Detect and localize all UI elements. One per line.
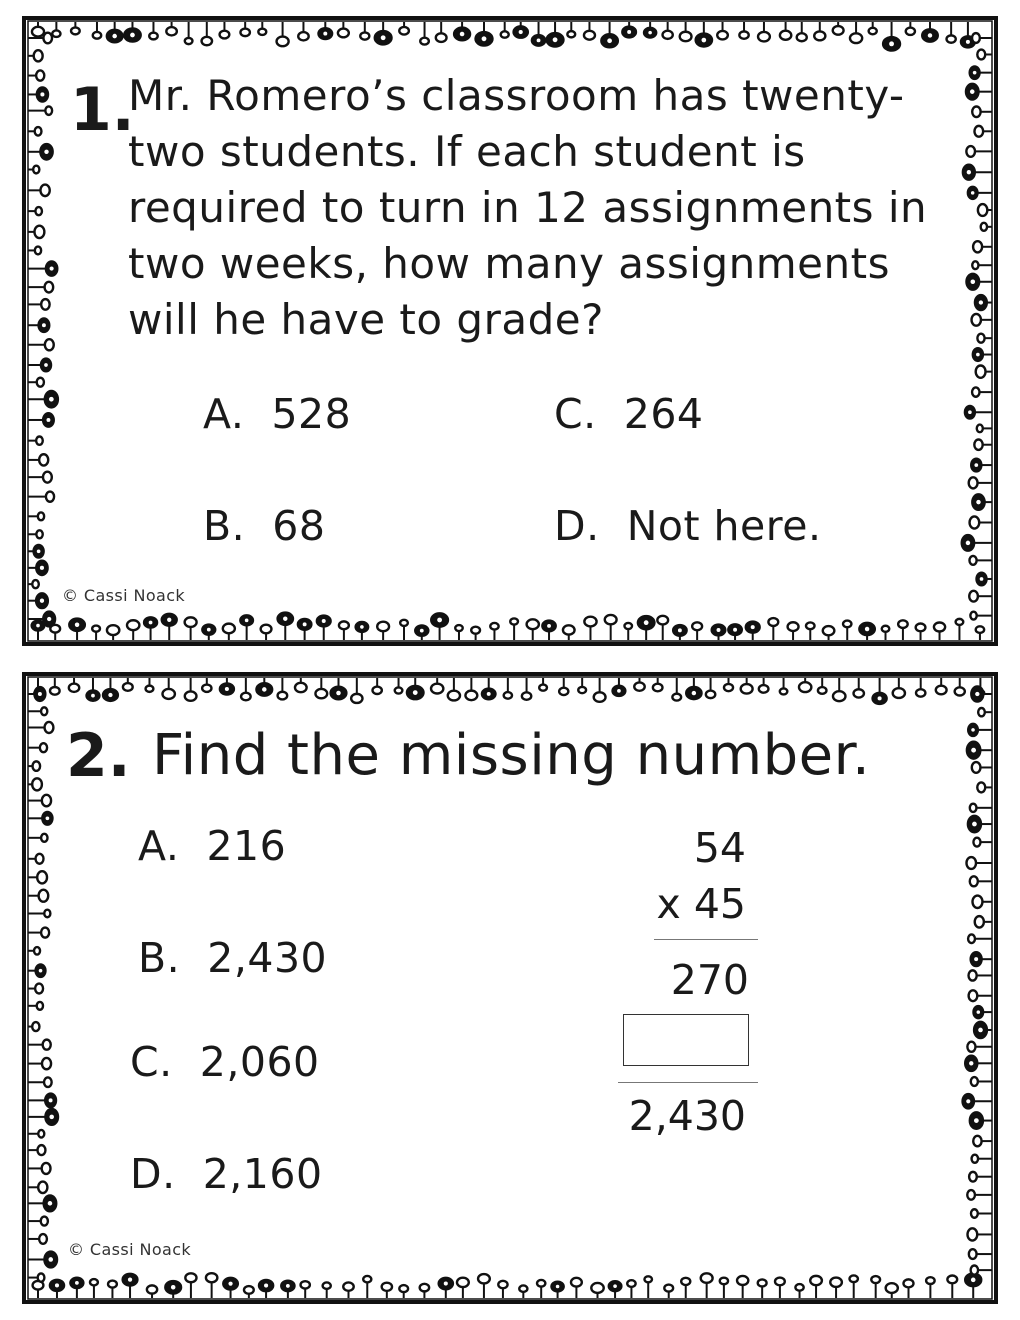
product-rule-2	[618, 1082, 758, 1083]
choice-value: 68	[272, 502, 326, 550]
copyright-notice: © Cassi Noack	[62, 586, 186, 605]
choice-d[interactable]	[554, 502, 821, 550]
choice-c[interactable]	[130, 1038, 320, 1086]
choice-value: 2,430	[207, 934, 328, 982]
choice-letter: C.	[130, 1038, 173, 1086]
choice-letter: B.	[138, 934, 181, 982]
question-text: Mr. Romero’s classroom has twenty-two students. If each student is required to turn in 12 assignments in two weeks, how many assignments will he have to grade?	[128, 71, 928, 344]
question-text: Find the missing number.	[152, 723, 871, 788]
choice-letter: A.	[203, 390, 245, 438]
choice-a[interactable]	[138, 822, 286, 870]
question-number: 1.	[70, 75, 135, 145]
question-card-2	[18, 668, 1002, 1308]
multiplier: x 45	[656, 880, 746, 928]
choice-value: 264	[623, 390, 704, 438]
choice-value: Not here.	[626, 502, 822, 550]
choice-value: 528	[271, 390, 352, 438]
final-product: 2,430	[628, 1092, 746, 1140]
choice-value: 2,060	[199, 1038, 320, 1086]
choice-b[interactable]	[203, 502, 325, 550]
choice-value: 2,160	[202, 1150, 323, 1198]
choice-letter: C.	[554, 390, 597, 438]
product-rule-1	[654, 939, 758, 940]
missing-number-box[interactable]	[623, 1014, 749, 1066]
choice-a[interactable]	[203, 390, 351, 438]
choice-c[interactable]	[554, 390, 704, 438]
copyright-notice: © Cassi Noack	[68, 1240, 192, 1259]
partial-product: 270	[670, 956, 749, 1004]
choice-letter: D.	[130, 1150, 176, 1198]
choice-d[interactable]	[130, 1150, 323, 1198]
question-card-1	[18, 12, 1002, 650]
multiplicand: 54	[693, 824, 746, 872]
choice-letter: D.	[554, 502, 600, 550]
choice-value: 216	[206, 822, 287, 870]
choice-letter: A.	[138, 822, 180, 870]
question-number: 2.	[66, 721, 131, 791]
choice-b[interactable]	[138, 934, 327, 982]
choice-letter: B.	[203, 502, 246, 550]
